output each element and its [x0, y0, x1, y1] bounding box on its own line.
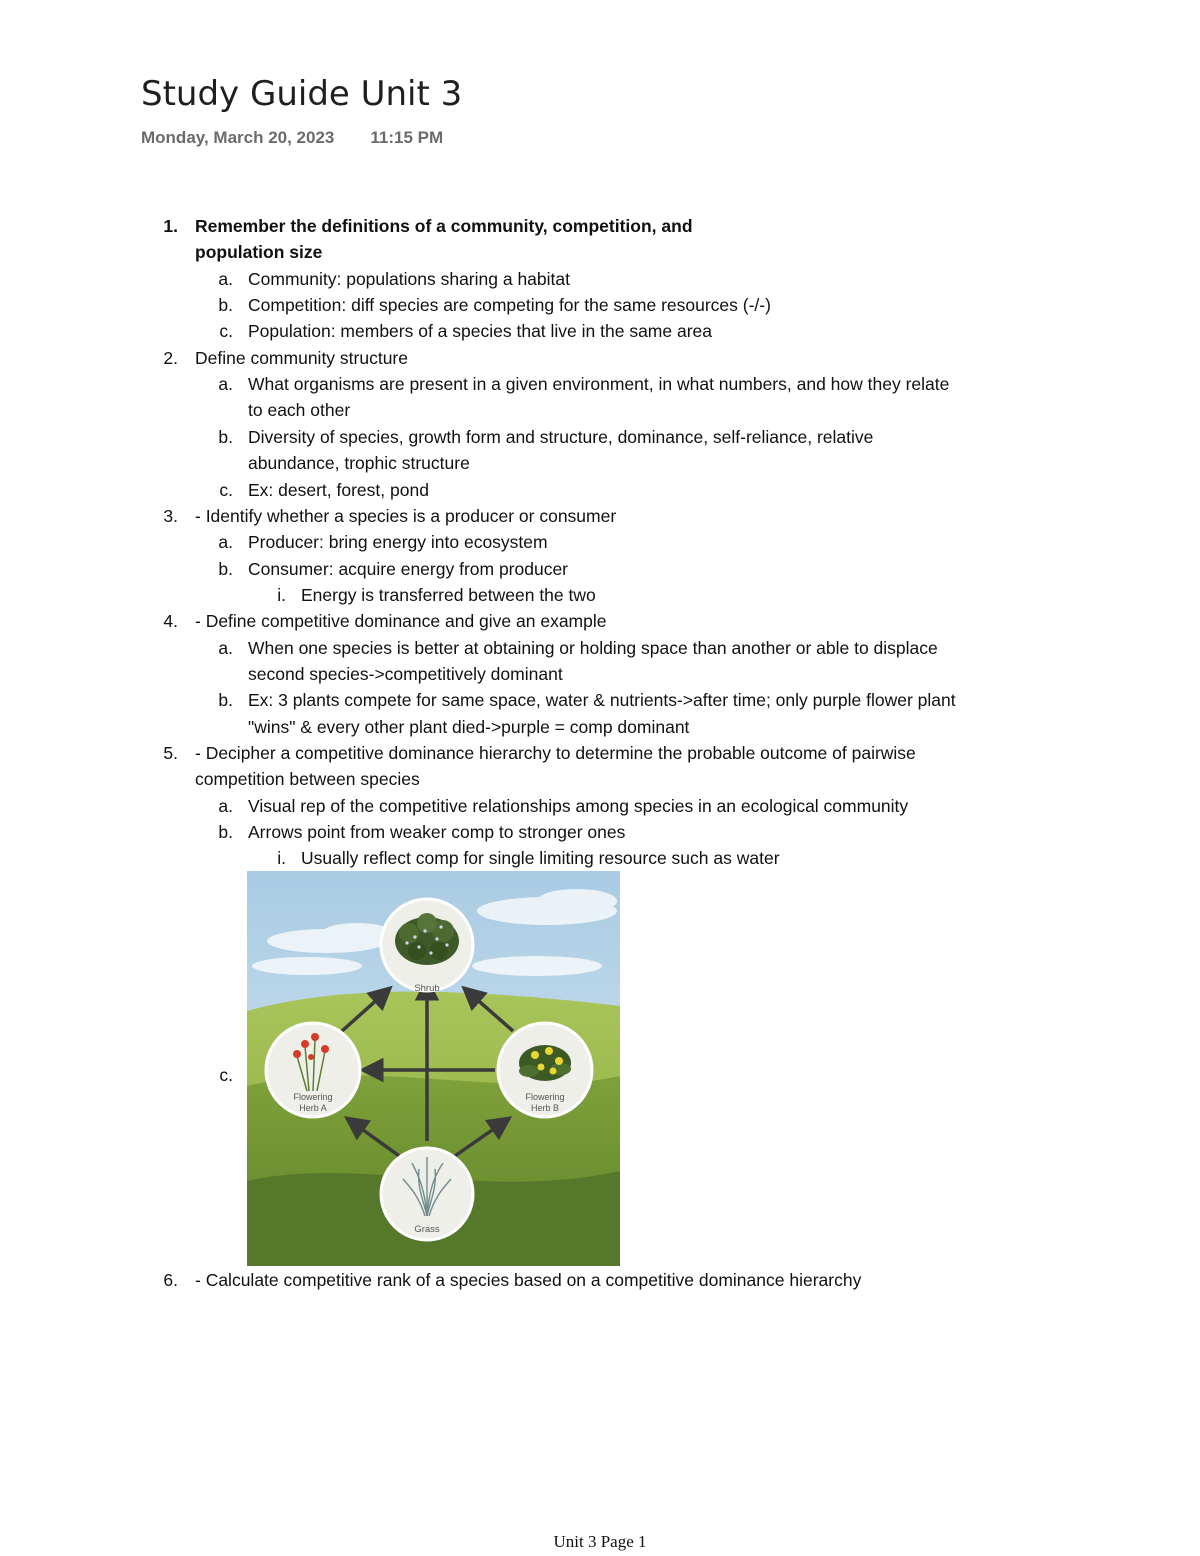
item-4-text: - Define competitive dominance and give an example	[195, 611, 607, 631]
item-3bi-roman: i.	[277, 585, 286, 605]
item-2c-letter: c.	[219, 480, 233, 500]
herb-b-label-line1: Flowering	[525, 1092, 565, 1102]
item-2a-letter: a.	[218, 374, 233, 394]
item-1b-text: Competition: diff species are competing for the same resources (-/-)	[248, 295, 771, 315]
page-title: Study Guide Unit 3	[141, 74, 463, 114]
item-2a-text-cont: to each other	[248, 400, 351, 420]
item-3-number: 3.	[163, 506, 178, 526]
item-4a-letter: a.	[218, 638, 233, 658]
page-time: 11:15 PM	[370, 128, 444, 147]
shrub-label: Shrub	[414, 983, 440, 994]
page-footer: Unit 3 Page 1	[553, 1532, 647, 1551]
item-1-text-cont: population size	[195, 242, 323, 262]
item-2b-text: Diversity of species, growth form and structure, dominance, self-reliance, relative	[248, 427, 874, 447]
item-1c-text: Population: members of a species that live in the same area	[248, 321, 712, 341]
item-2c-text: Ex: desert, forest, pond	[248, 480, 429, 500]
item-5a-letter: a.	[218, 796, 233, 816]
item-3b-letter: b.	[218, 559, 233, 579]
item-2a-text: What organisms are present in a given environment, in what numbers, and how they relate	[248, 374, 950, 394]
item-5b-text: Arrows point from weaker comp to stronger ones	[248, 822, 626, 842]
item-4a-text: When one species is better at obtaining or holding space than another or able to displace	[248, 638, 938, 658]
item-3b-text: Consumer: acquire energy from producer	[248, 559, 569, 579]
grass-label: Grass	[414, 1224, 440, 1235]
item-4b-text-cont: "wins" & every other plant died->purple = comp dominant	[248, 717, 690, 737]
item-4b-letter: b.	[218, 690, 233, 710]
item-1b-letter: b.	[218, 295, 233, 315]
competition-arrows	[342, 981, 513, 1158]
item-4a-text-cont: second species->competitively dominant	[248, 664, 563, 684]
item-2-text: Define community structure	[195, 348, 408, 368]
item-5bi-text: Usually reflect comp for single limiting resource such as water	[301, 848, 780, 868]
herb-b-label-line2: Herb B	[530, 1103, 560, 1113]
page-meta	[141, 128, 443, 148]
shrub-node	[381, 899, 473, 994]
grass-node	[381, 1148, 473, 1240]
herb-a-label-line2: Herb A	[299, 1103, 327, 1113]
item-4b-text: Ex: 3 plants compete for same space, water & nutrients->after time; only purple flower plant	[248, 690, 956, 710]
herb-b-node	[498, 1023, 592, 1117]
flowering-herb-b-icon	[519, 1045, 571, 1081]
dominance-hierarchy-figure	[247, 871, 620, 1266]
item-6-number: 6.	[163, 1270, 178, 1290]
item-2b-letter: b.	[218, 427, 233, 447]
item-3-text: - Identify whether a species is a producer or consumer	[195, 506, 617, 526]
item-1-text: Remember the definitions of a community, competition, and	[195, 216, 693, 236]
item-2-number: 2.	[163, 348, 178, 368]
item-2b-text-cont: abundance, trophic structure	[248, 453, 470, 473]
item-5b-letter: b.	[218, 822, 233, 842]
item-1a-text: Community: populations sharing a habitat	[248, 269, 570, 289]
item-1a-letter: a.	[218, 269, 233, 289]
item-5a-text: Visual rep of the competitive relationships among species in an ecological community	[248, 796, 909, 816]
dominance-hierarchy-illustration	[247, 871, 620, 1266]
herb-a-label-line1: Flowering	[293, 1092, 333, 1102]
item-1-number: 1.	[163, 216, 178, 236]
item-5-text-cont: competition between species	[195, 769, 420, 789]
item-5-number: 5.	[163, 743, 178, 763]
item-4-number: 4.	[163, 611, 178, 631]
page-date: Monday, March 20, 2023	[141, 128, 335, 147]
item-6-text: - Calculate competitive rank of a species based on a competitive dominance hierarchy	[195, 1270, 862, 1290]
herb-a-node	[266, 1023, 360, 1117]
item-3a-text: Producer: bring energy into ecosystem	[248, 532, 548, 552]
item-5-text: - Decipher a competitive dominance hierarchy to determine the probable outcome of pairwise	[195, 743, 916, 763]
item-5bi-roman: i.	[277, 848, 286, 868]
item-5c-letter: c.	[219, 1065, 233, 1085]
item-1c-letter: c.	[219, 321, 233, 341]
item-3bi-text: Energy is transferred between the two	[301, 585, 596, 605]
item-3a-letter: a.	[218, 532, 233, 552]
